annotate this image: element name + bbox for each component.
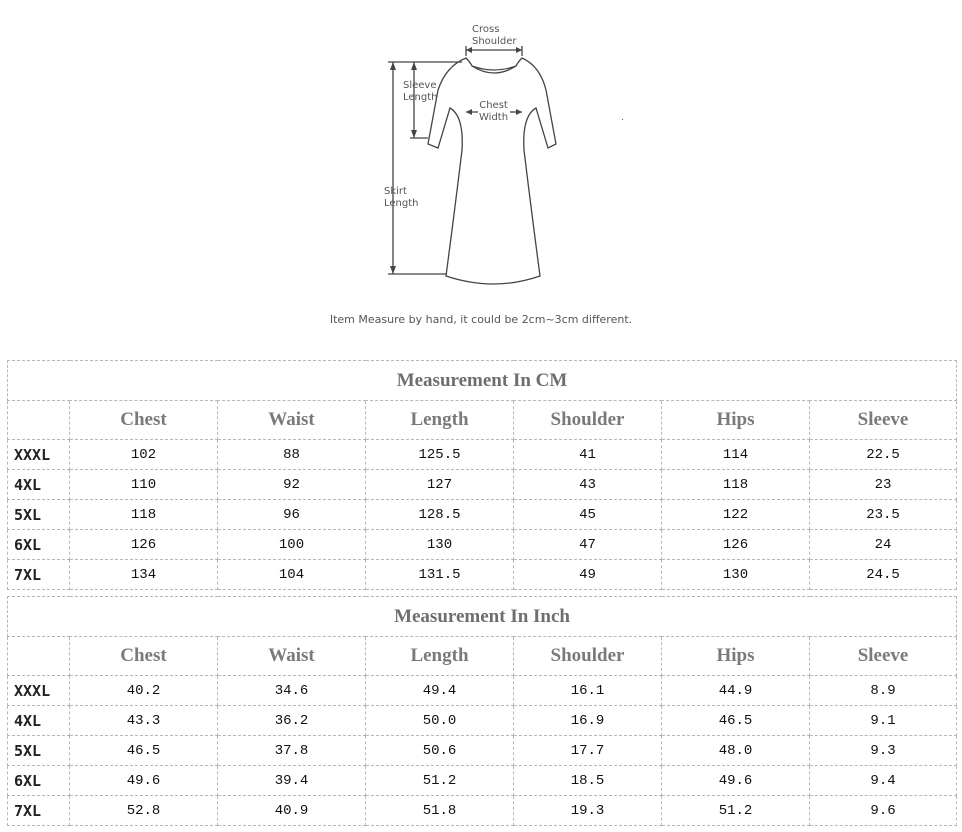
length-value: 50.0 — [366, 706, 514, 736]
cross-shoulder-label: Cross Shoulder — [472, 24, 517, 47]
sleeve-length-label: Sleeve Length — [403, 80, 438, 103]
shoulder-value: 19.3 — [514, 796, 662, 826]
cm-table-title: Measurement In CM — [8, 361, 957, 401]
shoulder-value: 43 — [514, 470, 662, 500]
chest-value: 126 — [70, 530, 218, 560]
table-row — [8, 500, 957, 530]
hips-value: 130 — [662, 560, 810, 590]
column-header-length: Length — [366, 401, 514, 440]
size-label: 5XL — [8, 736, 70, 766]
length-value: 128.5 — [366, 500, 514, 530]
shoulder-value: 49 — [514, 560, 662, 590]
size-label: 5XL — [8, 500, 70, 530]
length-value: 51.2 — [366, 766, 514, 796]
waist-value: 39.4 — [218, 766, 366, 796]
waist-value: 100 — [218, 530, 366, 560]
chest-value: 52.8 — [70, 796, 218, 826]
waist-value: 92 — [218, 470, 366, 500]
size-label: 6XL — [8, 530, 70, 560]
column-header-shoulder: Shoulder — [514, 637, 662, 676]
table-row — [8, 470, 957, 500]
sleeve-value: 24 — [810, 530, 957, 560]
shoulder-value: 41 — [514, 440, 662, 470]
shoulder-value: 16.1 — [514, 676, 662, 706]
hips-value: 51.2 — [662, 796, 810, 826]
sleeve-value: 9.6 — [810, 796, 957, 826]
hips-value: 114 — [662, 440, 810, 470]
column-header-sleeve: Sleeve — [810, 401, 957, 440]
corner-cell — [8, 637, 70, 676]
table-row — [8, 530, 957, 560]
table-row — [8, 766, 957, 796]
column-header-waist: Waist — [218, 401, 366, 440]
sleeve-value: 9.4 — [810, 766, 957, 796]
chest-value: 43.3 — [70, 706, 218, 736]
table-row — [8, 560, 957, 590]
length-value: 131.5 — [366, 560, 514, 590]
length-value: 49.4 — [366, 676, 514, 706]
size-label: 7XL — [8, 796, 70, 826]
cm-measurement-table — [7, 360, 957, 590]
chest-value: 134 — [70, 560, 218, 590]
length-value: 130 — [366, 530, 514, 560]
corner-cell — [8, 401, 70, 440]
inch-table-title: Measurement In Inch — [8, 597, 957, 637]
table-row — [8, 736, 957, 766]
measure-note: Item Measure by hand, it could be 2cm~3cm different. — [329, 313, 633, 326]
chest-value: 40.2 — [70, 676, 218, 706]
column-header-hips: Hips — [662, 401, 810, 440]
waist-value: 40.9 — [218, 796, 366, 826]
waist-value: 104 — [218, 560, 366, 590]
hips-value: 49.6 — [662, 766, 810, 796]
hips-value: 122 — [662, 500, 810, 530]
sleeve-value: 22.5 — [810, 440, 957, 470]
size-diagram — [0, 0, 962, 300]
column-header-length: Length — [366, 637, 514, 676]
hips-value: 126 — [662, 530, 810, 560]
column-header-shoulder: Shoulder — [514, 401, 662, 440]
size-label: 4XL — [8, 706, 70, 736]
waist-value: 36.2 — [218, 706, 366, 736]
sleeve-value: 23.5 — [810, 500, 957, 530]
stray-dot — [622, 119, 623, 120]
size-label: 4XL — [8, 470, 70, 500]
shoulder-value: 18.5 — [514, 766, 662, 796]
hips-value: 46.5 — [662, 706, 810, 736]
size-label: 6XL — [8, 766, 70, 796]
column-header-chest: Chest — [70, 637, 218, 676]
sleeve-value: 8.9 — [810, 676, 957, 706]
waist-value: 37.8 — [218, 736, 366, 766]
shoulder-value: 16.9 — [514, 706, 662, 736]
skirt-length-label: Skirt Length — [384, 186, 419, 209]
size-label: XXXL — [8, 676, 70, 706]
waist-value: 96 — [218, 500, 366, 530]
length-value: 50.6 — [366, 736, 514, 766]
hips-value: 118 — [662, 470, 810, 500]
length-value: 127 — [366, 470, 514, 500]
sleeve-value: 24.5 — [810, 560, 957, 590]
length-value: 125.5 — [366, 440, 514, 470]
chest-value: 102 — [70, 440, 218, 470]
inch-measurement-table — [7, 596, 957, 826]
table-row — [8, 796, 957, 826]
chest-value: 118 — [70, 500, 218, 530]
size-label: XXXL — [8, 440, 70, 470]
table-row — [8, 676, 957, 706]
chest-value: 110 — [70, 470, 218, 500]
waist-value: 34.6 — [218, 676, 366, 706]
length-value: 51.8 — [366, 796, 514, 826]
size-label: 7XL — [8, 560, 70, 590]
hips-value: 44.9 — [662, 676, 810, 706]
column-header-chest: Chest — [70, 401, 218, 440]
column-header-waist: Waist — [218, 637, 366, 676]
shoulder-value: 45 — [514, 500, 662, 530]
sleeve-value: 9.3 — [810, 736, 957, 766]
inch-header-row — [8, 637, 957, 676]
shoulder-value: 17.7 — [514, 736, 662, 766]
waist-value: 88 — [218, 440, 366, 470]
chest-value: 46.5 — [70, 736, 218, 766]
sleeve-value: 9.1 — [810, 706, 957, 736]
table-row — [8, 706, 957, 736]
cm-header-row — [8, 401, 957, 440]
table-row — [8, 440, 957, 470]
shoulder-value: 47 — [514, 530, 662, 560]
sleeve-value: 23 — [810, 470, 957, 500]
column-header-hips: Hips — [662, 637, 810, 676]
chest-value: 49.6 — [70, 766, 218, 796]
hips-value: 48.0 — [662, 736, 810, 766]
column-header-sleeve: Sleeve — [810, 637, 957, 676]
chest-width-label: Chest Width — [479, 100, 509, 123]
